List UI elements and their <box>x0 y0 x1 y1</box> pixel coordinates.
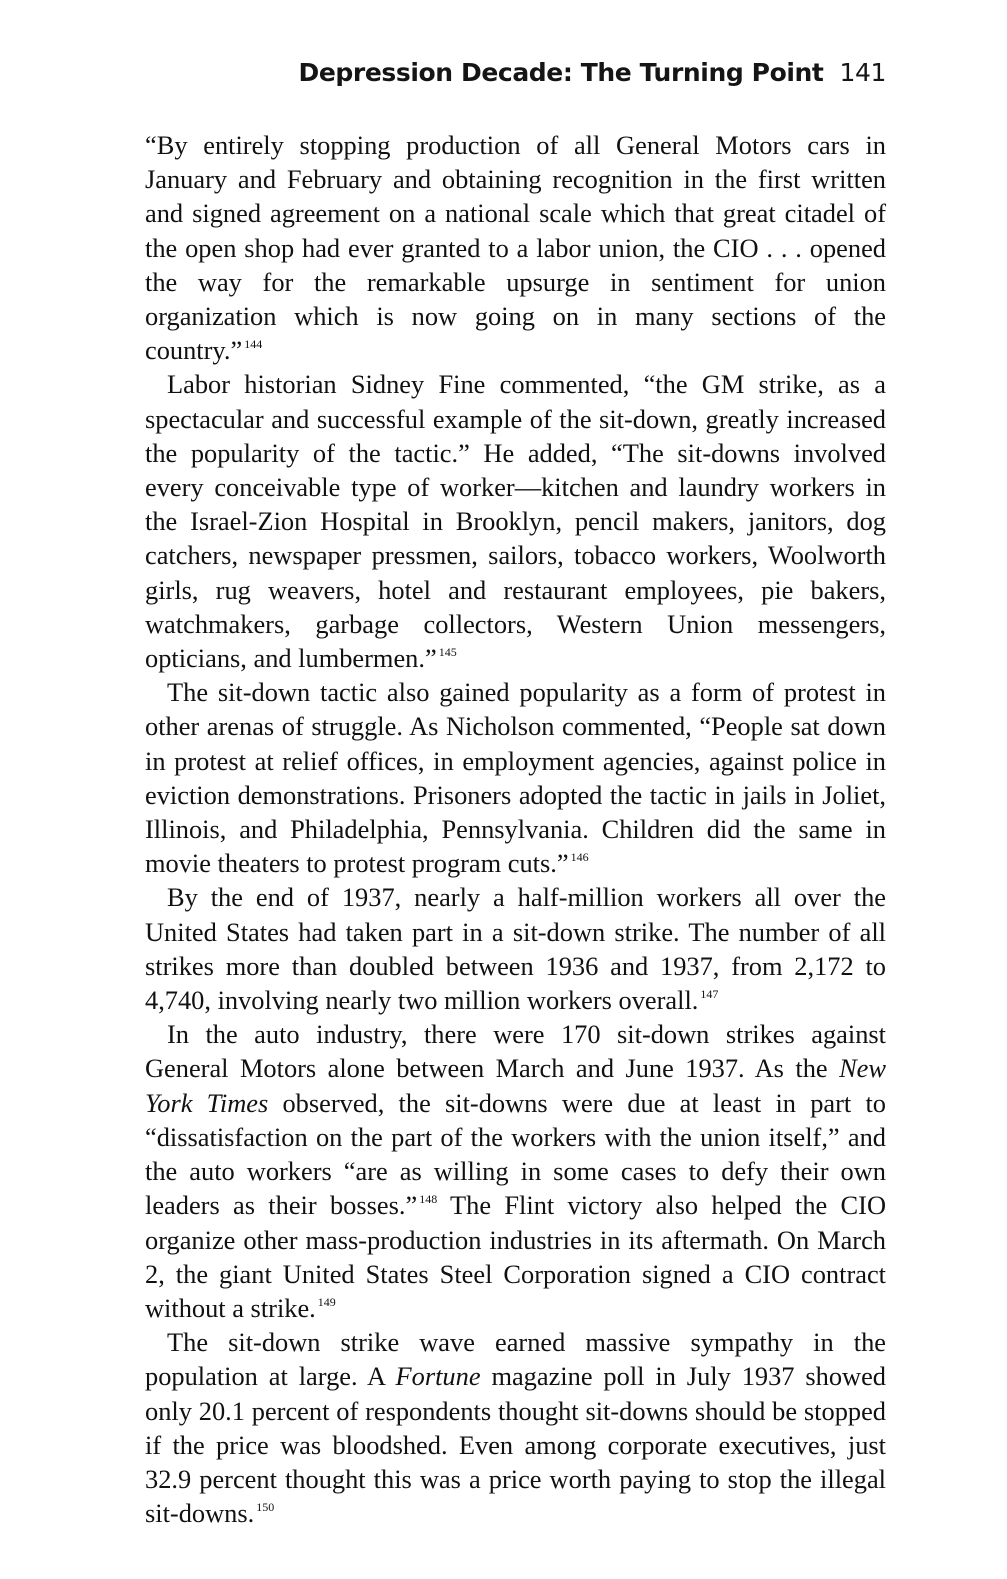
quote-text: “By entirely stopping production of all General Motors cars in January and February and obtaining recognition in the first written and signed agreement on a national scale which that great citadel of the open shop had ever granted to a labor union, the CIO . . . opened the way for the remarkable upsurge in sentiment for union organization which is now going on in many sections of the country.” <box>145 130 886 366</box>
footnote-ref-144: 144 <box>244 337 263 352</box>
paragraph-text: magazine poll in July 1937 showed only 20.1 percent of respondents thought sit-downs should be stopped if the price was bloodshed. Even among corporate executives, just 32.9 percent thought this was a price worth paying to stop the illegal sit-downs. <box>145 1361 886 1529</box>
paragraph-3 <box>145 675 886 880</box>
paragraph-text: The Flint victory also helped the CIO organize other mass-production industries in its aftermath. On March 2, the giant United States Steel Corporation signed a CIO contract without a strike. <box>145 1190 887 1323</box>
running-title: Depression Decade: The Turning Point <box>298 58 824 87</box>
body-text <box>145 128 886 1530</box>
paragraph-1 <box>145 128 886 367</box>
paragraph-text: By the end of 1937, nearly a half-million workers all over the United States had taken part in a sit-down strike. The number of all strikes more than doubled between 1936 and 1937, from 2,172 to 4,740, involving nearly two million workers overall. <box>145 882 886 1016</box>
footnote-ref-147: 147 <box>700 987 719 1002</box>
paragraph-2 <box>145 367 886 675</box>
paragraph-text: In the auto industry, there were 170 sit-down strikes against General Motors alone between March and June 1937. As the <box>145 1019 886 1084</box>
footnote-ref-148: 148 <box>419 1192 438 1207</box>
paragraph-text: Labor historian Sidney Fine commented, “the GM strike, as a spectacular and successful example of the sit-down, greatly increased the popularity of the tactic.” He added, “The sit-downs involved every conceivable type of worker—kitchen and laundry workers in the Israel-Zion Hospital in Brooklyn, pencil makers, janitors, dog catchers, newspaper pressmen, sailors, tobacco workers, Woolworth girls, rug weavers, hotel and restaurant employees, pie bakers, watchmakers, garbage collectors, Western Union messengers, opticians, and lumbermen.” <box>145 369 886 674</box>
paragraph-text: The sit-down strike wave earned massive sympathy in the population at large. A <box>145 1327 886 1392</box>
paragraph-6 <box>145 1325 886 1530</box>
newspaper-title: New York Times <box>145 1053 886 1118</box>
paragraph-text: The sit-down tactic also gained popularity as a form of protest in other arenas of struggle. As Nicholson commented, “People sat down in protest at relief offices, in employment agencies, against police in eviction demonstrations. Prisoners adopted the tactic in jails in Joliet, Illinois, and Philadelphia, Pennsylvania. Children did the same in movie theaters to protest program cuts.” <box>145 677 886 879</box>
running-header <box>0 58 886 87</box>
magazine-title: Fortune <box>395 1361 481 1392</box>
paragraph-5 <box>145 1017 886 1325</box>
footnote-ref-145: 145 <box>438 645 457 660</box>
footnote-ref-149: 149 <box>317 1294 336 1309</box>
paragraph-text: observed, the sit-downs were due at least in part to “dissatisfaction on the part of the workers with the union itself,” and the auto workers “are as willing in some cases to defy their own leaders as their bosses.” <box>145 1087 886 1221</box>
paragraph-4 <box>145 880 886 1017</box>
footnote-ref-146: 146 <box>570 850 589 865</box>
page-number: 141 <box>839 58 886 87</box>
footnote-ref-150: 150 <box>256 1500 275 1515</box>
